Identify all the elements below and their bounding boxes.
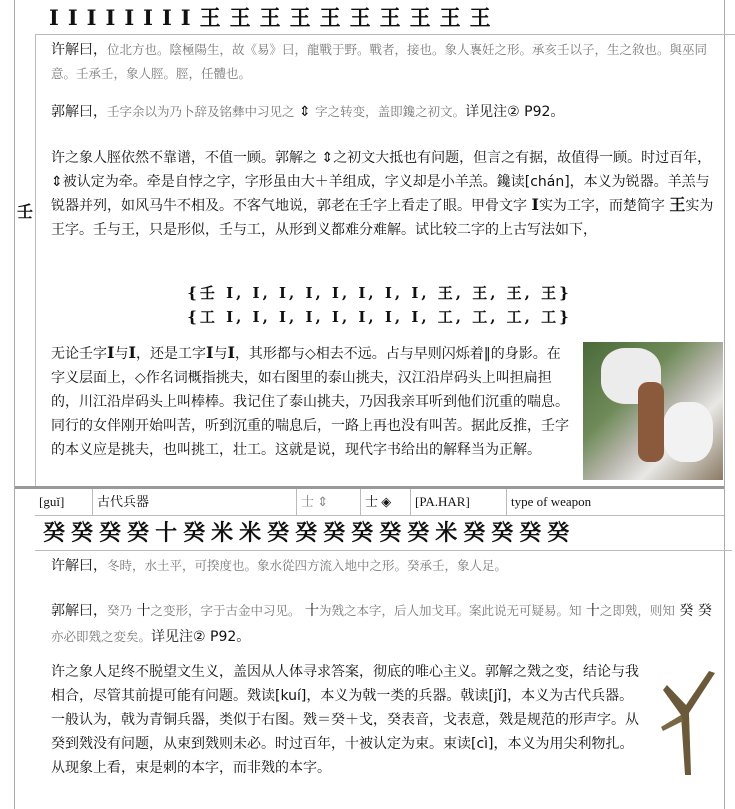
glyph-image: I: [128, 343, 136, 362]
ancient-glyph-row: [35, 516, 732, 551]
ancient-glyph: I: [86, 4, 97, 30]
glyph-image: 占: [385, 346, 400, 362]
ancient-glyph: 王: [439, 4, 461, 30]
glyph-image: ⇕: [298, 104, 311, 120]
guo-explanation: 郭解曰，癸乃 十之变形，字于古金中习见。 十为戣之本字，后人加戈耳。案此说无可疑易。知 十之即戣，则知 癸 癸亦必即戣之変矣。详见注② P92。: [51, 603, 712, 645]
entry-ren: [15, 0, 724, 486]
glyph-image: 早: [413, 346, 428, 362]
ancient-glyph: 癸: [407, 520, 430, 546]
xu-explanation: 许解曰，冬時，水土平，可揆度也。象水從四方流入地中之形。癸承壬，象人足。: [51, 558, 508, 574]
comparison-line-gong: {工 I, I, I, I, I, I, I, I, 工, 工, 工, 工}: [187, 308, 572, 326]
ancient-glyph: 癸: [183, 520, 206, 546]
ancient-glyph: 米: [211, 520, 234, 546]
ancient-glyph: 癸: [127, 520, 150, 546]
glyph-cell-b: 士 ◈: [361, 489, 411, 515]
glyph-image: 王: [669, 195, 686, 214]
glyph-image: 十: [136, 603, 151, 619]
glyph-image: 十: [304, 603, 319, 619]
ancient-glyph: 癸: [491, 520, 514, 546]
entry-content: [35, 34, 724, 486]
entry-content: [35, 550, 724, 809]
ancient-glyph: 癸: [99, 520, 122, 546]
glyph-cell-a: 士 ⇕: [297, 489, 361, 515]
ancient-glyph: I: [105, 4, 116, 30]
porter-photo: [583, 342, 723, 480]
commentary-paragraph-1: 许之象人脛依然不靠谱，不值一顾。郭解之 ⇕之初文大抵也有问题，但言之有据，故值得一顾。时过百年， ⇕被认定为牵。牵是自悖之字，字形虽由大＋羊组成，字义却是小羊羔。鑱读[chán]，本义为锐器。羊羔与锐器并列，如风马牛不相及。不客气地说，郭老在壬字上看走了眼。甲骨文字 I实为工字，而楚简字 王实为王字。壬与王，只是形似，壬与工，从形到义都难分难解。试比较二字的上古写法如下，: [51, 150, 714, 238]
code-cell: [PA.HAR]: [411, 489, 507, 515]
ancient-glyph: 十: [155, 520, 178, 546]
glyph-image: ⇕: [51, 174, 63, 190]
ancient-glyph: 癸: [267, 520, 290, 546]
entry-char: 壬: [17, 202, 34, 221]
ancient-glyph: 王: [229, 4, 251, 30]
ancient-glyph: 癸: [323, 520, 346, 546]
ancient-glyph: 癸: [519, 520, 542, 546]
entry-info-row: [35, 489, 724, 516]
ancient-glyph: 王: [409, 4, 431, 30]
ancient-glyph: I: [143, 4, 153, 30]
ancient-glyph: 王: [199, 4, 221, 30]
ancient-glyph: 癸: [43, 520, 66, 546]
entry-gui: [15, 489, 724, 809]
ancient-glyph: 王: [349, 4, 371, 30]
glyph-image: 十: [345, 736, 359, 752]
ancient-glyph: 王: [319, 4, 341, 30]
ancient-glyph: 癸: [351, 520, 374, 546]
ancient-glyph: 癸: [463, 520, 486, 546]
ancient-glyph: 王: [259, 4, 281, 30]
ancient-glyph: I: [124, 4, 135, 30]
ancient-glyph: 王: [379, 4, 401, 30]
glyph-image: I: [531, 195, 539, 214]
glyph-image: ◇: [304, 346, 316, 362]
commentary-paragraph-2: 无论壬字I与I，还是工字I与I，其形都与◇相去不远。占与早则闪烁着‖的身影。在字义层面上，◇作名词概指挑夫，如右图里的泰山挑夫，汉江沿岸码头上叫担扁担的，川江沿岸码头上叫棒棒。我记住了泰山挑夫，乃因我亲耳听到他们沉重的喘息。同行的女伴刚开始叫苦，听到沉重的喘息后，一路上再也没有叫苦。据此反推，壬字的本义应是挑夫，也叫挑工，壮工。这就是说，现代字书给出的解释当为正解。: [51, 343, 569, 458]
glyph-image: ‖: [483, 346, 491, 362]
ancient-glyph: 癸: [71, 520, 94, 546]
ancient-glyph-row: [35, 0, 735, 35]
ancient-glyph: I: [180, 4, 191, 30]
ancient-glyph: 王: [469, 4, 491, 30]
halberd-image: [653, 665, 723, 785]
glyph-image: ⇕: [321, 150, 334, 166]
glyph-image: 癸 癸: [679, 603, 712, 619]
ancient-glyph: 癸: [547, 520, 570, 546]
xu-explanation: 许解曰，位北方也。陰極陽生，故《易》曰，龍戰于野。戰者，接也。象人褢妊之形。承亥壬以子，生之敘也。與巫同意。壬承壬，象人脛。脛，任體也。: [51, 42, 708, 81]
comparison-line-ren: {壬 I, I, I, I, I, I, I, I, 王, 王, 王, 王}: [187, 284, 572, 302]
glyph-image: I: [227, 343, 235, 362]
ancient-glyph: I: [67, 4, 78, 30]
glyph-image: I: [205, 343, 214, 362]
glyph-image: ◇: [135, 370, 146, 386]
ancient-glyph: I: [161, 4, 172, 30]
glyph-image: 十: [585, 603, 600, 619]
ancient-glyph: 癸: [379, 520, 402, 546]
ancient-glyph: 王: [289, 4, 311, 30]
glyph-image: I: [107, 343, 115, 362]
entry-char-column: [15, 34, 36, 486]
ancient-glyph: 米: [435, 520, 458, 546]
meaning-en-cell: type of weapon: [511, 494, 592, 509]
document-page: [14, 0, 725, 809]
commentary-paragraph: 许之象人足终不脱望文生义，盖因从人体寻求答案，彻底的唯心主义。郭解之戣之变，结论与我相合，尽管其前提可能有问题。戣读[kuí]，本义为戟一类的兵器。戟读[jǐ]，本义为古代兵器。一般认为，戟为青铜兵器，类似于右图。戣＝癸＋戈，癸表音，戈表意，戣是规范的形声字。从癸到戣没有问题，从束到戣则未必。时过百年，十被认定为束。束读[cì]，本义为用尖利物扎。从现象上看，束是刺的本字，而非戣的本字。: [51, 664, 639, 776]
meaning-cn-cell: 古代兵器: [93, 489, 297, 515]
ancient-glyph: 癸: [295, 520, 318, 546]
ancient-glyph: 米: [239, 520, 262, 546]
ancient-glyph: I: [49, 4, 59, 30]
guo-explanation: 郭解曰，壬字余以为乃卜辞及铭彝中习见之 ⇕ 字之转变，盖即鑱之初文。详见注② P92。: [51, 104, 565, 120]
pinyin-cell: [guǐ]: [35, 489, 93, 515]
